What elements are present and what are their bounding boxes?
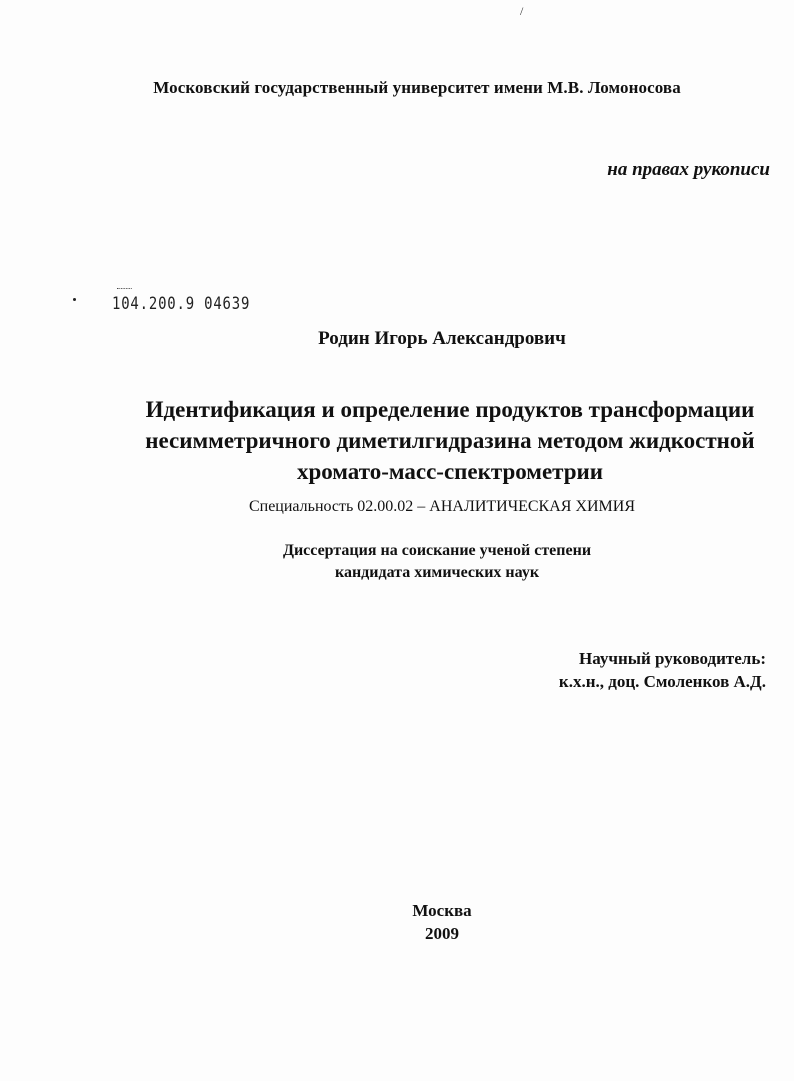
title-line: Идентификация и определение продуктов трансформации xyxy=(145,397,755,422)
title-line: несимметричного диметилгидразина методом жидкостной xyxy=(145,428,755,453)
catalog-number-overline xyxy=(117,288,132,291)
degree-line: Диссертация на соискание ученой степени xyxy=(282,542,592,559)
specialty-line: Специальность 02.00.02 – АНАЛИТИЧЕСКАЯ ХИМИЯ xyxy=(248,498,636,515)
title-line: хромато-масс-спектрометрии xyxy=(296,459,604,484)
dissertation-title xyxy=(110,394,790,487)
year: 2009 xyxy=(425,924,459,943)
degree-line: кандидата химических наук xyxy=(334,564,540,581)
place-and-year xyxy=(0,899,794,945)
catalog-number xyxy=(112,294,250,314)
manuscript-note: на правах рукописи xyxy=(607,159,770,180)
city: Москва xyxy=(412,901,472,920)
university-name: Московский государственный университет имени М.В. Ломоносова xyxy=(153,78,681,97)
supervisor-label: Научный руководитель: xyxy=(579,649,766,668)
author-name: Родин Игорь Александрович xyxy=(318,328,566,349)
catalog-number-text: 104.200.9 04639 xyxy=(112,294,251,314)
scan-dot xyxy=(73,298,76,301)
supervisor-name: к.х.н., доц. Смоленков А.Д. xyxy=(558,672,766,691)
degree-statement xyxy=(0,540,794,584)
supervisor-block xyxy=(559,647,766,693)
scan-mark: / xyxy=(520,4,524,18)
